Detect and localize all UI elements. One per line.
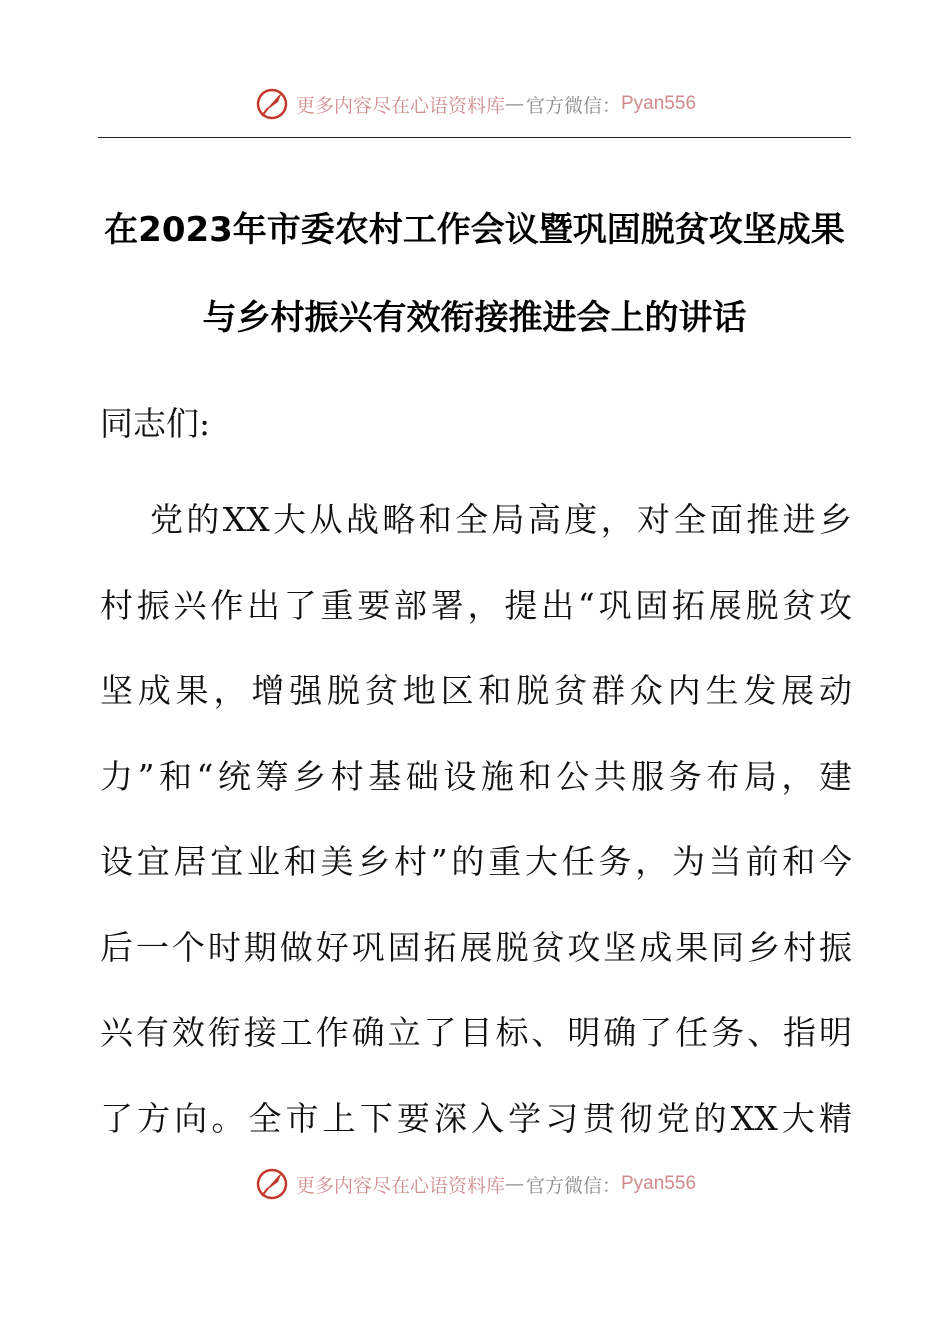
- body-line-5: 设宜居宜业和美乡村”的重大任务，为当前和今: [100, 842, 852, 881]
- footer-wechat-label: 官方微信：: [525, 1174, 621, 1197]
- footer-banner-text: 更多内容尽在心语资料库: [295, 1174, 505, 1197]
- body-line-6: 后一个时期做好巩固拓展脱贫攻坚成果同乡村振: [100, 928, 852, 967]
- header-banner-separator: —: [504, 93, 524, 115]
- quill-logo-icon: [254, 86, 290, 122]
- document-title-line-2: 与乡村振兴有效衔接推进会上的讲话: [202, 298, 747, 338]
- footer-banner-separator: —: [504, 1173, 524, 1195]
- document-title-line-1: 在2023年市委农村工作会议暨巩固脱贫攻坚成果: [104, 210, 845, 250]
- body-line-2: 村振兴作出了重要部署，提出“巩固拓展脱贫攻: [100, 586, 852, 625]
- body-line-4: 力”和“统筹乡村基础设施和公共服务布局，建: [100, 757, 852, 796]
- header-banner-text: 更多内容尽在心语资料库: [295, 94, 505, 117]
- header-wechat-id: Pyan556: [621, 93, 697, 114]
- body-line-8: 了方向。全市上下要深入学习贯彻党的XX大精: [100, 1099, 852, 1138]
- header-watermark-banner: [0, 82, 950, 126]
- body-line-3: 坚成果，增强脱贫地区和脱贫群众内生发展动: [100, 671, 852, 710]
- body-line-7: 兴有效衔接工作确立了目标、明确了任务、指明: [100, 1013, 852, 1052]
- header-wechat-label: 官方微信：: [525, 94, 621, 117]
- footer-wechat-id: Pyan556: [621, 1173, 697, 1194]
- speech-greeting: 同志们:: [100, 404, 211, 443]
- header-divider: [98, 137, 851, 138]
- body-line-1: 党的XX大从战略和全局高度，对全面推进乡: [150, 500, 852, 539]
- footer-watermark-banner: [0, 1162, 950, 1206]
- quill-logo-icon: [254, 1166, 290, 1202]
